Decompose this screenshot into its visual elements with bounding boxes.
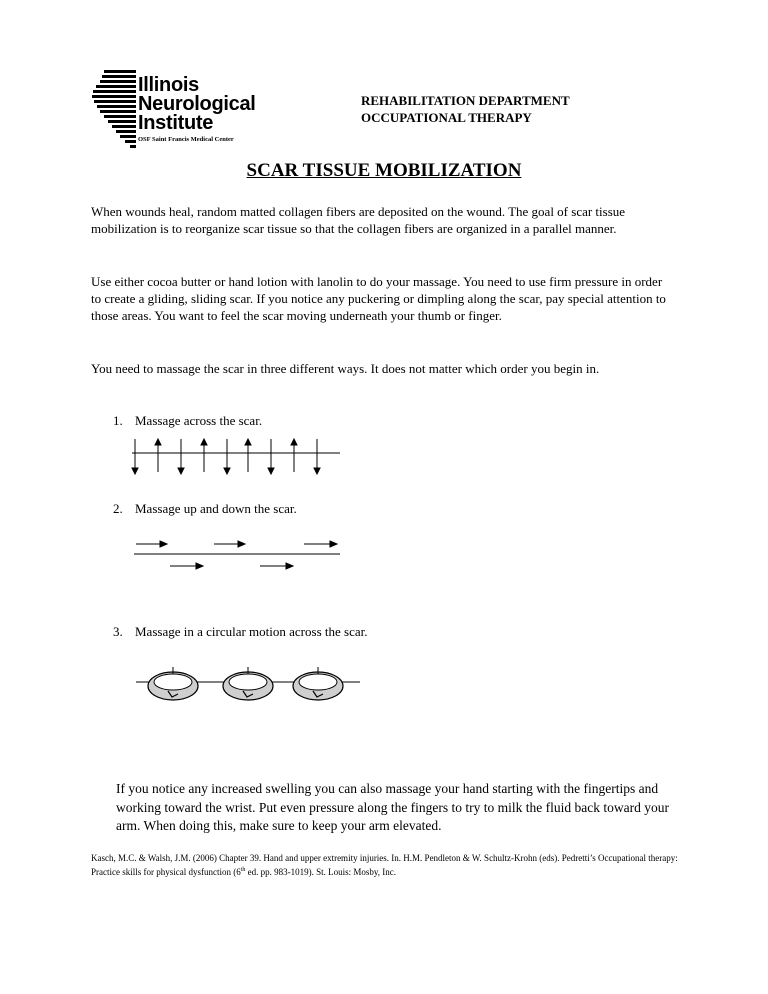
down-arrow-icon: [132, 439, 138, 474]
page-title: SCAR TISSUE MOBILIZATION: [246, 160, 522, 181]
up-and-down-scar-diagram: [130, 534, 344, 574]
step-1-text: Massage across the scar.: [135, 413, 263, 428]
circular-arrow-icon: [293, 667, 343, 700]
right-arrow-icon: [170, 563, 203, 569]
swelling-paragraph: If you notice any increased swelling you can also massage your hand starting with the fingertips and working toward the wrist. Put even pressure along the fingers to try to milk the fluid back toward your arm. When doing this, make sure to keep your arm elevated.: [116, 781, 670, 833]
step-2-number: 2.: [113, 501, 123, 516]
logo-subtitle: OSF Saint Francis Medical Center: [138, 136, 234, 143]
circular-motion-diagram: [132, 660, 364, 708]
across-scar-diagram: [128, 436, 344, 478]
down-arrow-icon: [178, 439, 184, 474]
logo-line-1: Illinois: [138, 74, 199, 96]
citation-text: Kasch, M.C. & Walsh, J.M. (2006) Chapter 39. Hand and upper extremity injuries. In. H.M. Pendleton & W. Schultz-Krohn (eds). Pedretti’s Occupational therapy: Practice skills for physical dysfunction (6: [91, 853, 678, 877]
logo-line-3: Institute: [138, 112, 214, 134]
logo-wordmark: [138, 76, 256, 133]
circular-arrow-icon: [148, 667, 198, 700]
up-arrow-icon: [291, 439, 297, 472]
step-1: [113, 412, 262, 429]
right-arrow-icon: [136, 541, 167, 547]
step-3-text: Massage in a circular motion across the scar.: [135, 624, 368, 639]
methods-paragraph: You need to massage the scar in three different ways. It does not matter which order you begin in.: [91, 361, 600, 376]
down-arrow-icon: [224, 439, 230, 474]
intro-paragraph: When wounds heal, random matted collagen fibers are deposited on the wound. The goal of scar tissue mobilization is to reorganize scar tissue so that the collagen fibers are organized in a parallel manner.: [91, 204, 626, 236]
down-arrow-icon: [268, 439, 274, 474]
step-3-number: 3.: [113, 624, 123, 639]
institute-logo: [90, 68, 260, 148]
up-arrow-icon: [245, 439, 251, 472]
department-header: [361, 92, 570, 126]
up-arrow-icon: [155, 439, 161, 472]
step-1-number: 1.: [113, 413, 123, 428]
right-arrow-icon: [304, 541, 337, 547]
logo-line-2: Neurological: [138, 93, 256, 115]
circular-arrow-icon: [223, 667, 273, 700]
step-2: [113, 500, 297, 517]
technique-paragraph: Use either cocoa butter or hand lotion with lanolin to do your massage. You need to use firm pressure in order to create a gliding, sliding scar. If you notice any puckering or dimpling along the scar, pay special attention to those areas. You want to feel the scar moving underneath your thumb or finger.: [91, 274, 666, 323]
citation-text-end: ed. pp. 983-1019). St. Louis: Mosby, Inc.: [245, 867, 397, 877]
up-arrow-icon: [201, 439, 207, 472]
illinois-state-silhouette-icon: [90, 68, 138, 148]
right-arrow-icon: [214, 541, 245, 547]
citation-superscript: th: [240, 867, 246, 873]
right-arrow-icon: [260, 563, 293, 569]
department-line-1: REHABILITATION DEPARTMENT: [361, 93, 570, 108]
department-line-2: OCCUPATIONAL THERAPY: [361, 110, 532, 125]
citation: [91, 852, 691, 878]
step-2-text: Massage up and down the scar.: [135, 501, 297, 516]
down-arrow-icon: [314, 439, 320, 474]
step-3: [113, 623, 367, 640]
